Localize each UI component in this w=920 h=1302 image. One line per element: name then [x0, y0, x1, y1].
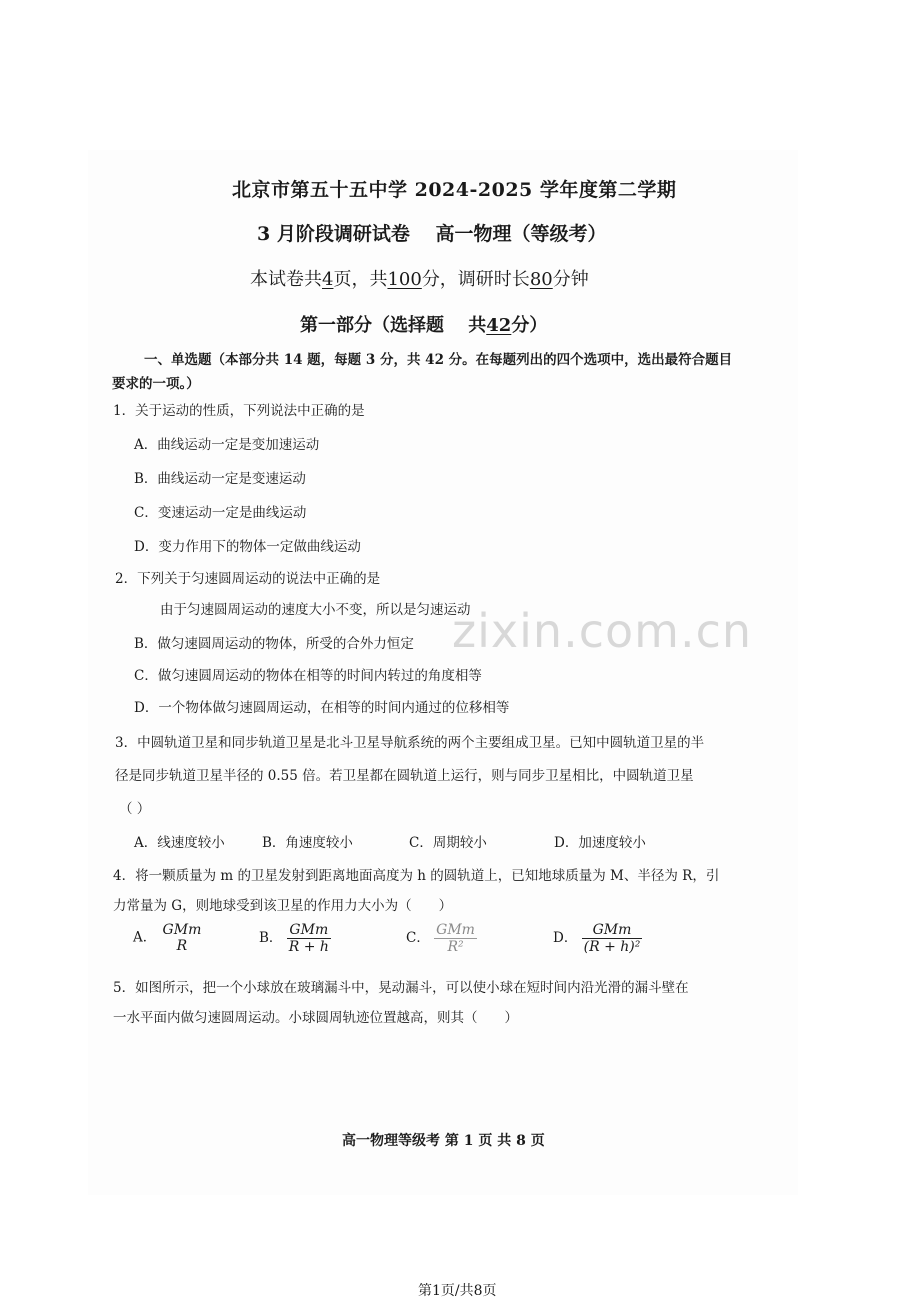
school-term-title: 北京市第五十五中学 2024-2025 学年度第二学期	[232, 179, 677, 201]
exam-info-suffix: 分钟	[552, 269, 589, 290]
q1-option-c: C．变速运动一定是曲线运动	[134, 505, 307, 521]
exam-info-prefix: 本试卷共	[250, 269, 322, 290]
q4-d-numerator: GMm	[592, 922, 632, 938]
instruction-line-1: 一、单选题（本部分共 14 题，每题 3 分，共 42 分。在每题列出的四个选项中，选出最符合题目	[144, 352, 733, 368]
q3-option-a: A．线速度较小	[134, 835, 225, 851]
q4-b-denominator: R + h	[288, 939, 329, 955]
q4-option-a-label: A．	[133, 929, 157, 946]
exam-info-score: 100	[387, 269, 422, 290]
exam-info	[250, 265, 589, 291]
watermark-text: zixin.com.cn	[452, 604, 753, 658]
q4-option-a-fraction	[161, 922, 204, 954]
exam-info-mid2: 分，调研时长	[421, 269, 530, 290]
exam-info-time: 80	[529, 269, 553, 290]
part-title-prefix: 第一部分（选择题 共	[300, 315, 487, 336]
q3-option-d: D．加速度较小	[554, 835, 646, 851]
q1-option-b: B．曲线运动一定是变速运动	[134, 471, 306, 487]
q1-option-d: D．变力作用下的物体一定做曲线运动	[134, 539, 361, 555]
q5-stem-line-1: 5．如图所示，把一个小球放在玻璃漏斗中，晃动漏斗，可以使小球在短时间内沿光滑的漏斗壁在	[113, 980, 689, 996]
q4-option-c-label: C．	[406, 930, 430, 946]
q4-a-denominator: R	[176, 938, 188, 954]
exam-info-pages: 4	[322, 269, 334, 290]
q4-c-denominator: R²	[434, 938, 477, 955]
q4-a-numerator: GMm	[162, 922, 202, 938]
q2-option-c: C．做匀速圆周运动的物体在相等的时间内转过的角度相等	[134, 668, 482, 684]
q2-stem: 2．下列关于匀速圆周运动的说法中正确的是	[115, 571, 381, 587]
q3-option-b: B．角速度较小	[262, 835, 353, 851]
q5-stem-line-2: 一水平面内做匀速圆周运动。小球圆周轨迹位置越高，则其（ ）	[113, 1010, 518, 1026]
q2-option-d: D．一个物体做匀速圆周运动，在相等的时间内通过的位移相等	[134, 700, 510, 716]
q4-stem-line-1: 4．将一颗质量为 m 的卫星发射到距离地面高度为 h 的圆轨道上，已知地球质量为 M、半径为 R，引	[113, 868, 720, 884]
q4-stem-line-2: 力常量为 G，则地球受到该卫星的作用力大小为（ ）	[113, 898, 453, 914]
part-title-score: 42	[486, 315, 512, 336]
part-one-title	[300, 311, 547, 337]
part-title-suffix: 分）	[511, 315, 548, 336]
q4-option-b-fraction	[287, 922, 331, 955]
q3-answer-bracket: （ ）	[119, 801, 151, 817]
page-footer: 高一物理等级考 第 1 页 共 8 页	[342, 1133, 545, 1149]
q4-d-denominator: (R + h)²	[583, 939, 641, 955]
instruction-line-2: 要求的一项。）	[112, 376, 200, 392]
q2-option-a: 由于匀速圆周运动的速度大小不变，所以是匀速运动	[160, 602, 471, 618]
q4-b-numerator: GMm	[289, 922, 329, 938]
q4-option-c	[406, 922, 477, 955]
q4-option-d-label: D．	[553, 930, 578, 946]
q3-stem-line-2: 径是同步轨道卫星半径的 0.55 倍。若卫星都在圆轨道上运行，则与同步卫星相比，中圆轨道卫星	[115, 768, 694, 784]
exam-info-mid1: 页，共	[333, 269, 388, 290]
q1-stem: 1．关于运动的性质，下列说法中正确的是	[113, 403, 365, 419]
page-indicator: 第1页/共8页	[418, 1283, 497, 1299]
exam-title: 3 月阶段调研试卷 高一物理（等级考）	[257, 223, 607, 245]
q4-option-b	[259, 922, 331, 955]
q4-option-b-label: B．	[259, 930, 283, 946]
q4-option-d-fraction	[582, 922, 643, 955]
q4-option-d	[553, 922, 642, 955]
q4-option-c-fraction	[434, 922, 477, 955]
q1-option-a: A．曲线运动一定是变加速运动	[134, 437, 320, 453]
q4-option-a	[133, 922, 203, 954]
q3-stem-line-1: 3．中圆轨道卫星和同步轨道卫星是北斗卫星导航系统的两个主要组成卫星。已知中圆轨道卫星的半	[115, 735, 705, 751]
q4-c-numerator: GMm	[436, 922, 475, 938]
q2-option-b: B．做匀速圆周运动的物体，所受的合外力恒定	[134, 636, 414, 652]
q3-option-c: C．周期较小	[409, 835, 487, 851]
